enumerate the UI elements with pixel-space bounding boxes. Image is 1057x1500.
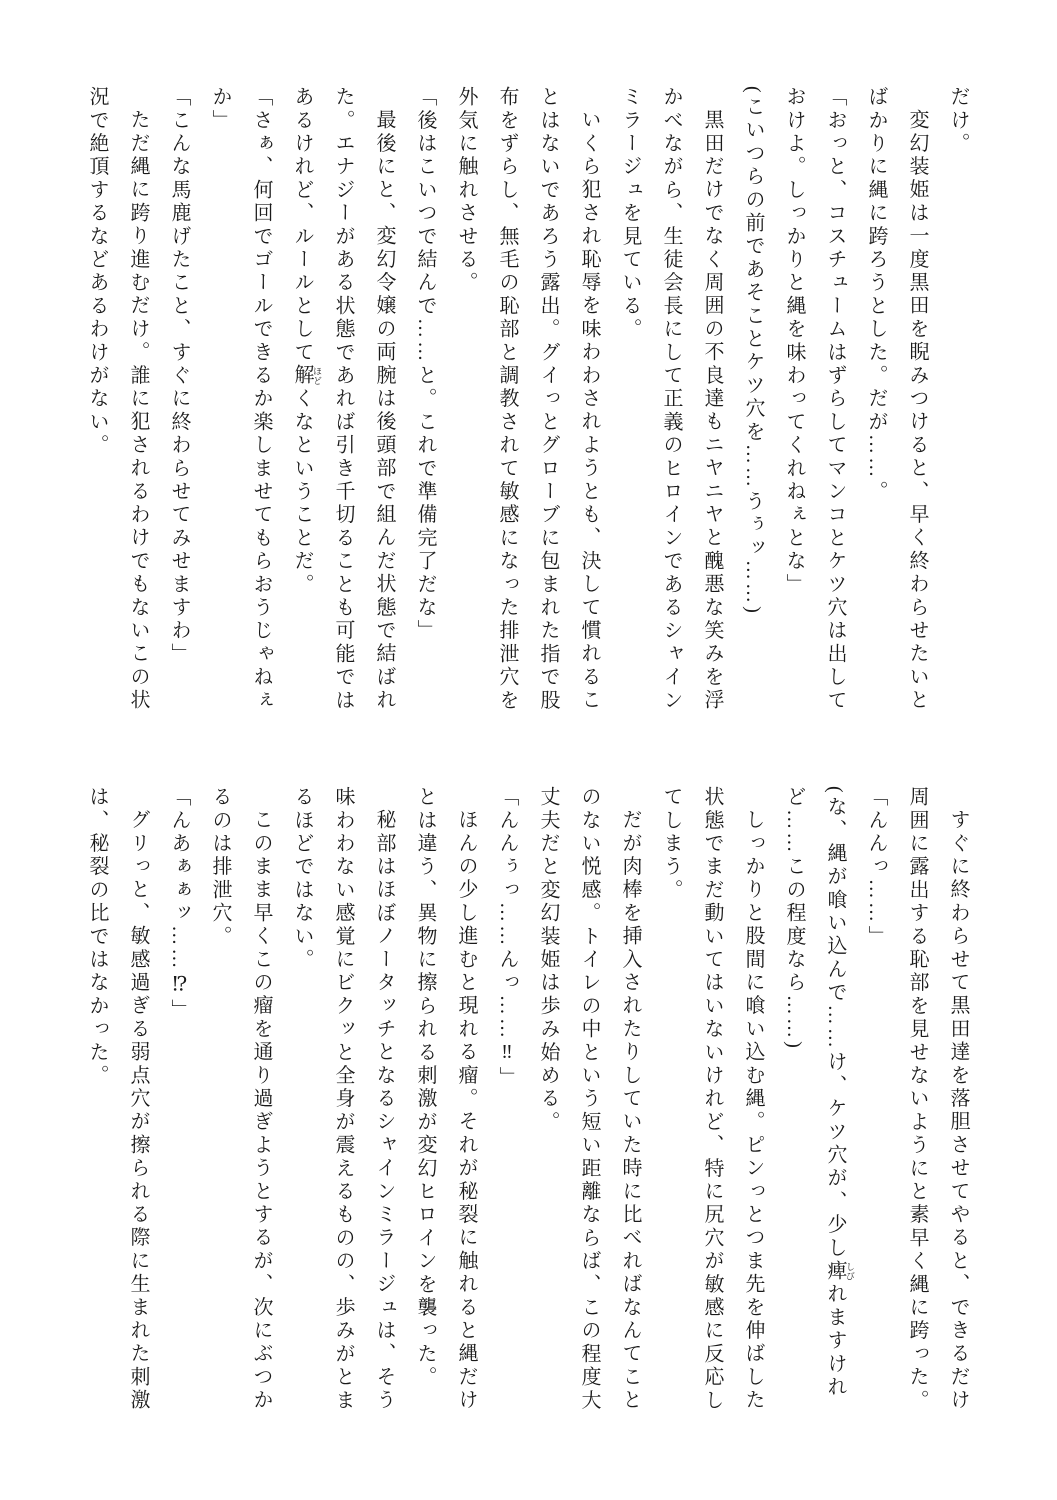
furigana-ruby: 解 ほど [291,364,322,388]
text-line: 況で絶頂するなどあるわけがない。 [86,86,108,458]
text-line: グリっと、敏感過ぎる弱点穴が擦られる際に生まれた刺激 [127,809,149,1413]
text-line: 「後はこいつで結んで……と。これで準備完了だな」 [414,86,436,643]
text-line: とはないであろう露出。グイっとグローブに包まれた指で股 [537,86,559,713]
text-line: (こいつらの前であそことケツ穴を……うぅッ……) [742,86,764,617]
text-line: 布をずらし、無毛の恥部と調教されて敏感になった排泄穴を [496,86,518,713]
text-line: しっかりと股間に喰い込む縄。ピンっとつま先を伸ばした [742,809,764,1413]
text-line: は、秘裂の比ではなかった。 [86,786,108,1088]
text-line: 「んんっ……」 [865,786,887,949]
text-line: 状態でまだ動いてはいないけれど、特に尻穴が敏感に反応し [701,786,723,1413]
text-line: 最後にと、変幻令嬢の両腕は後頭部で組んだ状態で結ばれ [373,109,395,713]
text-line: このまま早くこの瘤を通り過ぎようとするが、次にぶつか [250,809,272,1413]
text-line: ど……この程度なら……) [783,786,805,1052]
text-line: いくら犯され恥辱を味わわされようとも、決して慣れるこ [578,109,600,713]
text-line: 丈夫だと変幻装姫は歩み始める。 [537,786,559,1134]
text-line: あるけれど、ルールとして解 ほどくなということだ。 [291,86,322,597]
text-line: 「さぁ、何回でゴールできるか楽しませてもらおうじゃねぇ [250,86,272,713]
text-line: のない悦感。トイレの中という短い距離ならば、この程度大 [578,786,600,1413]
text-line: か」 [209,86,231,133]
text-line: 秘部はほぼノータッチとなるシャインミラージュは、そう [373,809,395,1413]
text-line: 黒田だけでなく周囲の不良達もニヤニヤと醜悪な笑みを浮 [701,109,723,713]
text-line: ミラージュを見ている。 [619,86,641,342]
text-line: た。エナジーがある状態であれば引き千切ることも可能では [332,86,354,713]
text-line: おけよ。しっかりと縄を味わってくれねぇとな」 [783,86,805,597]
text-line: かべながら、生徒会長にして正義のヒロインであるシャイン [660,86,682,713]
text-line: だけ。 [947,86,969,156]
text-line: とは違う、異物に擦られる刺激が変幻ヒロインを襲った。 [414,786,436,1390]
text-line: 「おっと、コスチュームはずらしてマンコとケツ穴は出して [824,86,846,713]
text-line: 「んあぁぁッ……⁉」 [168,786,190,1022]
text-line: ばかりに縄に跨ろうとした。だが……。 [865,86,887,504]
text-line: るのは排泄穴。 [209,786,231,949]
text-line: ほんの少し進むと現れる瘤。それが秘裂に触れると縄だけ [455,809,477,1413]
text-line: 「こんな馬鹿げたこと、すぐに終わらせてみせますわ」 [168,86,190,666]
bottom-text-block [76,786,978,1418]
furigana-ruby: 痺 しび [824,1259,855,1284]
text-line: 外気に触れさせる。 [455,86,477,295]
text-line: 周囲に露出する恥部を見せないようにと素早く縄に跨った。 [906,786,928,1413]
top-text-block [76,86,978,718]
text-line: るほどではない。 [291,786,313,972]
text-line: 「んんぅっ……んっ……‼」 [496,786,518,1090]
text-line: 変幻装姫は一度黒田を睨みつけると、早く終わらせたいと [906,109,928,713]
text-line: ただ縄に跨り進むだけ。誰に犯されるわけでもないこの状 [127,109,149,713]
text-line: だが肉棒を挿入されたりしていた時に比べればなんてこと [619,809,641,1413]
text-line: 味わわない感覚にビクッと全身が震えるものの、歩みがとま [332,786,354,1413]
text-line: すぐに終わらせて黒田達を落胆させてやると、できるだけ [947,809,969,1413]
text-line: てしまう。 [660,786,682,902]
text-line: (な、縄が喰い込んで……け、ケツ穴が、少し痺 しびれますけれ [824,786,855,1400]
